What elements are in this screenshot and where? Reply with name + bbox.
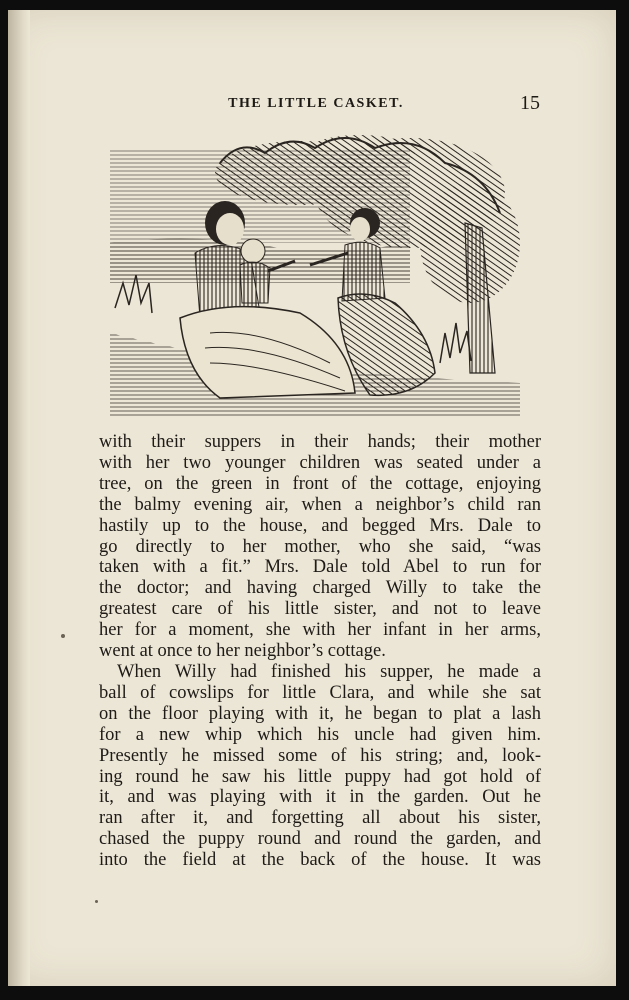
text-line: her for a moment, she with her infant in her arms, <box>99 620 541 641</box>
running-title: THE LITTLE CASKET. <box>228 96 404 111</box>
ink-speck <box>61 634 65 638</box>
running-header <box>92 92 540 116</box>
text-line: ran after it, and forgetting all about his sister, <box>99 808 541 829</box>
text-line: chased the puppy round and round the garden, and <box>99 829 541 850</box>
page-number: 15 <box>520 92 540 114</box>
text-line: go directly to her mother, who she said, “was <box>99 536 541 557</box>
text-line: on the floor playing with it, he began to plat a lash <box>99 703 541 724</box>
text-line: with their suppers in their hands; their mother <box>99 432 541 452</box>
text-line: greatest care of his little sister, and not to leave <box>99 599 541 620</box>
text-line: the doctor; and having charged Willy to take the <box>99 578 541 599</box>
text-line: ing round he saw his little puppy had got hold of <box>99 766 541 787</box>
text-line: hastily up to the house, and begged Mrs. Dale to <box>99 515 541 536</box>
text-line: taken with a fit.” Mrs. Dale told Abel to run for <box>99 557 541 578</box>
text-line: with her two younger children was seated under a <box>99 452 541 473</box>
text-line: went at once to her neighbor’s cottage. <box>99 641 386 662</box>
text-line: into the field at the back of the house. It was <box>99 850 541 871</box>
text-line: for a new whip which his uncle had given him. <box>99 724 541 745</box>
text-line: the balmy evening air, when a neighbor’s child ran <box>99 494 541 515</box>
text-line: Presently he missed some of his string; and, look- <box>99 745 541 766</box>
engraving-illustration <box>110 133 520 418</box>
page-gutter <box>8 10 30 986</box>
ink-speck <box>95 900 98 903</box>
text-line: ball of cowslips for little Clara, and while she sat <box>99 682 541 703</box>
text-line: it, and was playing with it in the garden. Out he <box>99 787 541 808</box>
grass-right <box>440 323 471 363</box>
text-line: When Willy had finished his supper, he made a <box>117 661 541 682</box>
text-line: tree, on the green in front of the cottage, enjoying <box>99 473 541 494</box>
body-text <box>99 432 541 871</box>
